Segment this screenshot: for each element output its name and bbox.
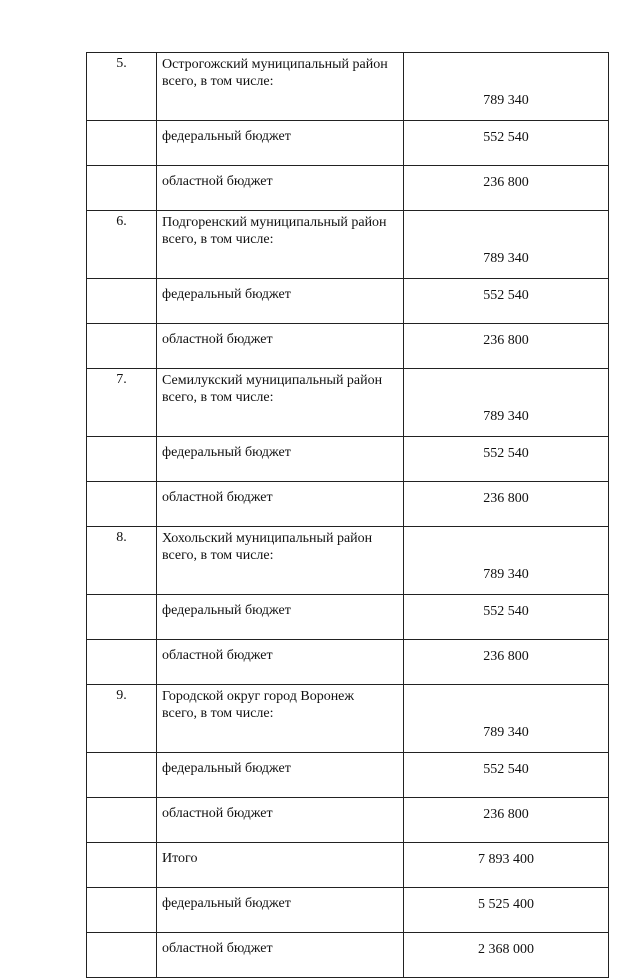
table-row [87, 753, 609, 798]
table-row [87, 369, 609, 437]
row-amount: 236 800 [404, 482, 609, 527]
table-row [87, 121, 609, 166]
row-name [157, 369, 404, 437]
row-amount: 552 540 [404, 753, 609, 798]
row-name-line: Семилукский муниципальный район [162, 373, 383, 388]
row-amount: 552 540 [404, 279, 609, 324]
table-row [87, 324, 609, 369]
row-name-line: всего, в том числе: [162, 74, 274, 89]
row-number: 8. [87, 527, 157, 595]
row-name-line: Городской округ город Воронеж [162, 689, 355, 704]
row-amount: 789 340 [404, 369, 609, 437]
row-name: областной бюджет [157, 933, 404, 978]
row-number [87, 843, 157, 888]
row-name: федеральный бюджет [157, 121, 404, 166]
row-name-line: всего, в том числе: [162, 232, 274, 247]
row-name: федеральный бюджет [157, 888, 404, 933]
total-row [87, 843, 609, 888]
row-name: федеральный бюджет [157, 437, 404, 482]
row-name [157, 527, 404, 595]
row-name: областной бюджет [157, 640, 404, 685]
row-number [87, 482, 157, 527]
row-amount: 552 540 [404, 437, 609, 482]
row-number [87, 753, 157, 798]
table-row [87, 595, 609, 640]
row-amount: 552 540 [404, 595, 609, 640]
row-number [87, 933, 157, 978]
row-amount: 7 893 400 [404, 843, 609, 888]
row-number [87, 279, 157, 324]
row-number [87, 166, 157, 211]
table-row [87, 482, 609, 527]
row-name: областной бюджет [157, 324, 404, 369]
row-number [87, 640, 157, 685]
row-number [87, 121, 157, 166]
row-name-line: Подгоренский муниципальный район [162, 215, 387, 230]
row-name-line: Хохольский муниципальный район [162, 531, 373, 546]
row-amount: 789 340 [404, 211, 609, 279]
row-amount: 2 368 000 [404, 933, 609, 978]
row-number [87, 324, 157, 369]
table-row [87, 888, 609, 933]
row-amount: 236 800 [404, 166, 609, 211]
table-row [87, 211, 609, 279]
row-name-line: всего, в том числе: [162, 706, 274, 721]
row-amount: 789 340 [404, 53, 609, 121]
table-row [87, 166, 609, 211]
row-name: федеральный бюджет [157, 753, 404, 798]
row-amount: 236 800 [404, 640, 609, 685]
row-name: Итого [157, 843, 404, 888]
row-name: федеральный бюджет [157, 595, 404, 640]
row-number [87, 888, 157, 933]
table-row [87, 279, 609, 324]
table-row [87, 640, 609, 685]
row-name-line: всего, в том числе: [162, 548, 274, 563]
row-name: областной бюджет [157, 482, 404, 527]
row-name-line: всего, в том числе: [162, 390, 274, 405]
row-amount: 789 340 [404, 685, 609, 753]
table-row [87, 933, 609, 978]
row-number: 9. [87, 685, 157, 753]
row-number [87, 437, 157, 482]
row-amount: 789 340 [404, 527, 609, 595]
row-number: 5. [87, 53, 157, 121]
table-row [87, 437, 609, 482]
row-name [157, 53, 404, 121]
table-row [87, 798, 609, 843]
row-amount: 552 540 [404, 121, 609, 166]
row-amount: 236 800 [404, 798, 609, 843]
row-amount: 236 800 [404, 324, 609, 369]
table-row [87, 527, 609, 595]
row-number [87, 595, 157, 640]
row-name-line: Острогожский муниципальный район [162, 57, 388, 72]
row-name: федеральный бюджет [157, 279, 404, 324]
row-number: 7. [87, 369, 157, 437]
budget-table [86, 52, 609, 978]
table-row [87, 53, 609, 121]
row-name [157, 685, 404, 753]
table-row [87, 685, 609, 753]
row-name: областной бюджет [157, 798, 404, 843]
row-amount: 5 525 400 [404, 888, 609, 933]
row-name: областной бюджет [157, 166, 404, 211]
row-name [157, 211, 404, 279]
row-number: 6. [87, 211, 157, 279]
row-number [87, 798, 157, 843]
